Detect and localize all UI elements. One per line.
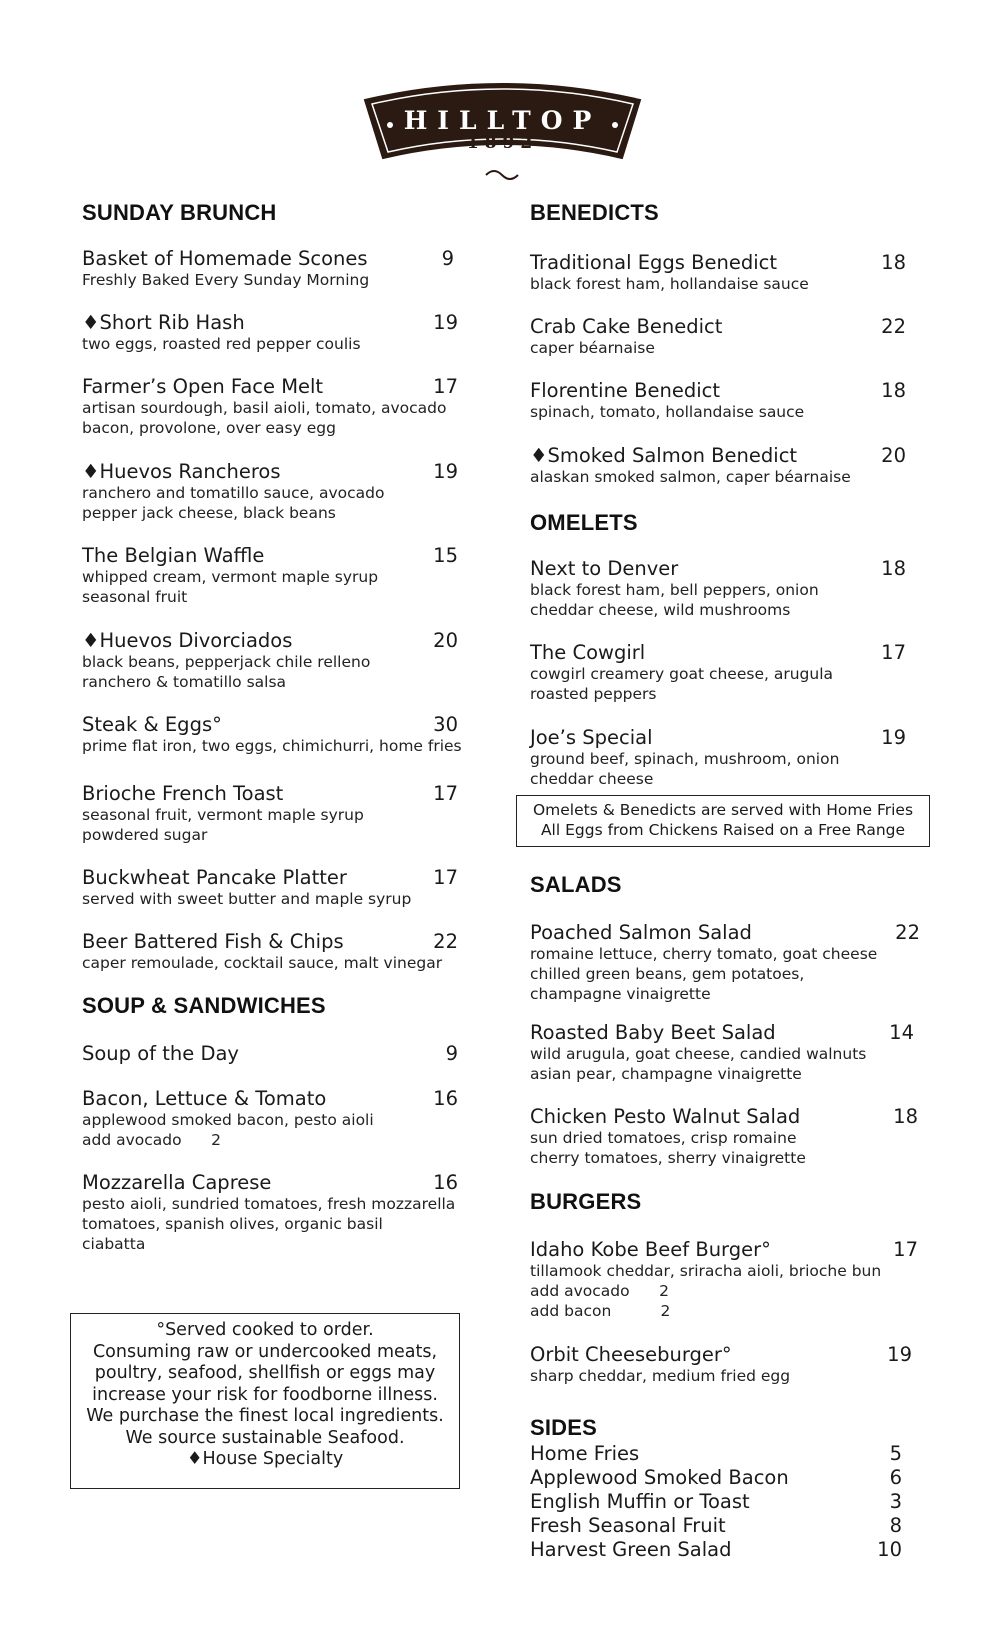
- item-name: English Muffin or Toast: [530, 1490, 750, 1513]
- item-price: 9: [441, 247, 454, 270]
- item-description: romaine lettuce, cherry tomato, goat cheese chilled green beans, gem potatoes, champagne vinaigrette: [530, 945, 878, 1003]
- item-price: 16: [433, 1087, 458, 1110]
- item-price: 19: [887, 1343, 912, 1366]
- menu-item: [82, 630, 458, 692]
- item-name: Bacon, Lettuce & Tomato: [82, 1087, 327, 1110]
- menu-item: [530, 1022, 914, 1084]
- item-description: ranchero and tomatillo sauce, avocado pepper jack cheese, black beans: [82, 484, 385, 522]
- menu-item: [530, 1344, 912, 1386]
- soup-sandwiches-heading: SOUP & SANDWICHES: [82, 993, 326, 1018]
- item-name: Soup of the Day: [82, 1042, 239, 1065]
- logo-year: 1892: [466, 133, 539, 153]
- item-name: Home Fries: [530, 1442, 640, 1465]
- menu-item: [82, 867, 458, 909]
- omelet-note-box: [516, 795, 930, 847]
- menu-item: [82, 312, 458, 354]
- burgers-heading: BURGERS: [530, 1189, 642, 1214]
- item-name: Mozzarella Caprese: [82, 1171, 272, 1194]
- menu-item: [82, 248, 454, 290]
- menu-item: [82, 376, 458, 438]
- disclaimer-line: poultry, seafood, shellfish or eggs may: [94, 1363, 436, 1383]
- omelets-heading: OMELETS: [530, 510, 638, 535]
- item-description: seasonal fruit, vermont maple syrup powdered sugar: [82, 806, 364, 844]
- menu-item: [82, 783, 458, 845]
- item-description: two eggs, roasted red pepper coulis: [82, 335, 361, 353]
- item-name: Fresh Seasonal Fruit: [530, 1514, 726, 1537]
- item-price: 9: [445, 1042, 458, 1065]
- disclaimer-line: We purchase the finest local ingredients.: [86, 1406, 444, 1426]
- disclaimer-line: °Served cooked to order.: [156, 1320, 374, 1340]
- menu-item: [82, 1172, 458, 1254]
- item-price: 17: [893, 1238, 918, 1261]
- item-name: Florentine Benedict: [530, 379, 721, 402]
- item-description: applewood smoked bacon, pesto aioli add avocado 2: [82, 1111, 374, 1149]
- menu-item: [530, 316, 906, 358]
- side-item: [530, 1514, 902, 1538]
- item-price: 18: [881, 379, 906, 402]
- menu-item: [530, 445, 906, 487]
- menu-item: [82, 1043, 458, 1065]
- menu-item: [530, 727, 906, 789]
- item-name: Applewood Smoked Bacon: [530, 1466, 789, 1489]
- menu-item: [82, 545, 458, 607]
- item-price: 20: [433, 629, 458, 652]
- sides-heading: SIDES: [530, 1415, 598, 1440]
- item-price: 30: [433, 713, 458, 736]
- menu-item: [530, 1106, 918, 1168]
- menu-item: [530, 1239, 918, 1321]
- item-name: Crab Cake Benedict: [530, 315, 723, 338]
- item-description: black beans, pepperjack chile relleno ranchero & tomatillo salsa: [82, 653, 371, 691]
- menu-item: [82, 1088, 458, 1150]
- menu-item: [82, 461, 458, 523]
- item-price: 17: [881, 641, 906, 664]
- item-price: 14: [889, 1021, 914, 1044]
- menu-item: [530, 252, 906, 294]
- item-name: Brioche French Toast: [82, 782, 284, 805]
- item-description: pesto aioli, sundried tomatoes, fresh mozzarella tomatoes, spanish olives, organic basil ciabatta: [82, 1195, 456, 1253]
- item-description: wild arugula, goat cheese, candied walnuts asian pear, champagne vinaigrette: [530, 1045, 867, 1083]
- item-name: Joe’s Special: [530, 726, 653, 749]
- item-name: Orbit Cheeseburger°: [530, 1343, 732, 1366]
- note-line: All Eggs from Chickens Raised on a Free Range: [540, 821, 906, 839]
- item-price: 18: [881, 251, 906, 274]
- item-price: 17: [433, 782, 458, 805]
- item-price: 3: [889, 1490, 902, 1513]
- note-line: Omelets & Benedicts are served with Home Fries: [532, 801, 914, 819]
- item-price: 19: [881, 726, 906, 749]
- item-name: Next to Denver: [530, 557, 679, 580]
- sides-list: [530, 1442, 910, 1572]
- item-price: 18: [893, 1105, 918, 1128]
- item-name: ♦Huevos Divorciados: [82, 629, 293, 652]
- item-name: ♦Smoked Salmon Benedict: [530, 444, 798, 467]
- item-name: Steak & Eggs°: [82, 713, 222, 736]
- item-name: Farmer’s Open Face Melt: [82, 375, 324, 398]
- item-name: Harvest Green Salad: [530, 1538, 732, 1561]
- item-name: Beer Battered Fish & Chips: [82, 930, 344, 953]
- item-name: Traditional Eggs Benedict: [530, 251, 778, 274]
- item-price: 17: [433, 375, 458, 398]
- disclaimer-line: Consuming raw or undercooked meats,: [92, 1341, 438, 1362]
- item-price: 22: [895, 921, 920, 944]
- item-description: sun dried tomatoes, crisp romaine cherry tomatoes, sherry vinaigrette: [530, 1129, 806, 1167]
- item-name: Roasted Baby Beet Salad: [530, 1021, 776, 1044]
- sunday-brunch-heading: SUNDAY BRUNCH: [82, 200, 277, 225]
- item-price: 18: [881, 557, 906, 580]
- item-description: Freshly Baked Every Sunday Morning: [82, 271, 370, 289]
- item-price: 16: [433, 1171, 458, 1194]
- menu-item: [530, 922, 920, 1004]
- item-description: tillamook cheddar, sriracha aioli, brioche bun add avocado 2 add bacon 2: [530, 1262, 882, 1320]
- side-item: [530, 1442, 902, 1466]
- menu-item: [82, 931, 458, 973]
- item-price: 22: [881, 315, 906, 338]
- disclaimer-box: [70, 1313, 460, 1489]
- item-price: 8: [889, 1514, 902, 1537]
- disclaimer-line: We source sustainable Seafood.: [125, 1427, 405, 1448]
- disclaimer-line: increase your risk for foodborne illness.: [92, 1384, 438, 1405]
- item-name: ♦Short Rib Hash: [82, 311, 245, 334]
- item-price: 19: [433, 311, 458, 334]
- item-name: ♦Huevos Rancheros: [82, 460, 281, 483]
- item-name: Poached Salmon Salad: [530, 921, 752, 944]
- item-price: 20: [881, 444, 906, 467]
- menu-item: [82, 713, 462, 756]
- item-name: Idaho Kobe Beef Burger°: [530, 1238, 771, 1261]
- item-price: 19: [433, 460, 458, 483]
- item-price: 17: [433, 866, 458, 889]
- disclaimer-line: ♦House Specialty: [186, 1449, 344, 1469]
- logo-name: HILLTOP: [403, 106, 602, 135]
- item-description: served with sweet butter and maple syrup: [82, 890, 412, 908]
- item-description: spinach, tomato, hollandaise sauce: [530, 403, 805, 421]
- menu-item: [530, 380, 906, 422]
- item-name: Chicken Pesto Walnut Salad: [530, 1105, 801, 1128]
- item-description: artisan sourdough, basil aioli, tomato, avocado bacon, provolone, over easy egg: [82, 399, 447, 437]
- item-name: Buckwheat Pancake Platter: [82, 866, 347, 889]
- menu-item: [530, 642, 906, 704]
- item-description: whipped cream, vermont maple syrup seasonal fruit: [82, 568, 379, 606]
- benedicts-heading: BENEDICTS: [530, 200, 659, 225]
- item-description: caper béarnaise: [530, 339, 655, 357]
- item-name: The Belgian Waffle: [82, 544, 265, 567]
- item-price: 22: [433, 930, 458, 953]
- item-description: black forest ham, hollandaise sauce: [530, 275, 809, 293]
- item-description: caper remoulade, cocktail sauce, malt vinegar: [82, 954, 443, 972]
- item-name: The Cowgirl: [530, 641, 646, 664]
- menu-item: [530, 558, 906, 620]
- item-description: cowgirl creamery goat cheese, arugula roasted peppers: [530, 665, 833, 703]
- item-name: Basket of Homemade Scones: [82, 247, 368, 270]
- item-description: black forest ham, bell peppers, onion cheddar cheese, wild mushrooms: [530, 581, 819, 619]
- side-item: [530, 1466, 902, 1490]
- item-description: sharp cheddar, medium fried egg: [530, 1367, 791, 1385]
- item-description: prime flat iron, two eggs, chimichurri, home fries: [82, 737, 462, 755]
- item-price: 15: [433, 544, 458, 567]
- item-price: 10: [877, 1538, 902, 1561]
- side-item: [530, 1538, 902, 1562]
- item-description: ground beef, spinach, mushroom, onion cheddar cheese: [530, 750, 840, 788]
- salads-heading: SALADS: [530, 872, 622, 897]
- item-description: alaskan smoked salmon, caper béarnaise: [530, 468, 851, 486]
- side-item: [530, 1490, 902, 1514]
- item-price: 6: [889, 1466, 902, 1489]
- item-price: 5: [889, 1442, 902, 1465]
